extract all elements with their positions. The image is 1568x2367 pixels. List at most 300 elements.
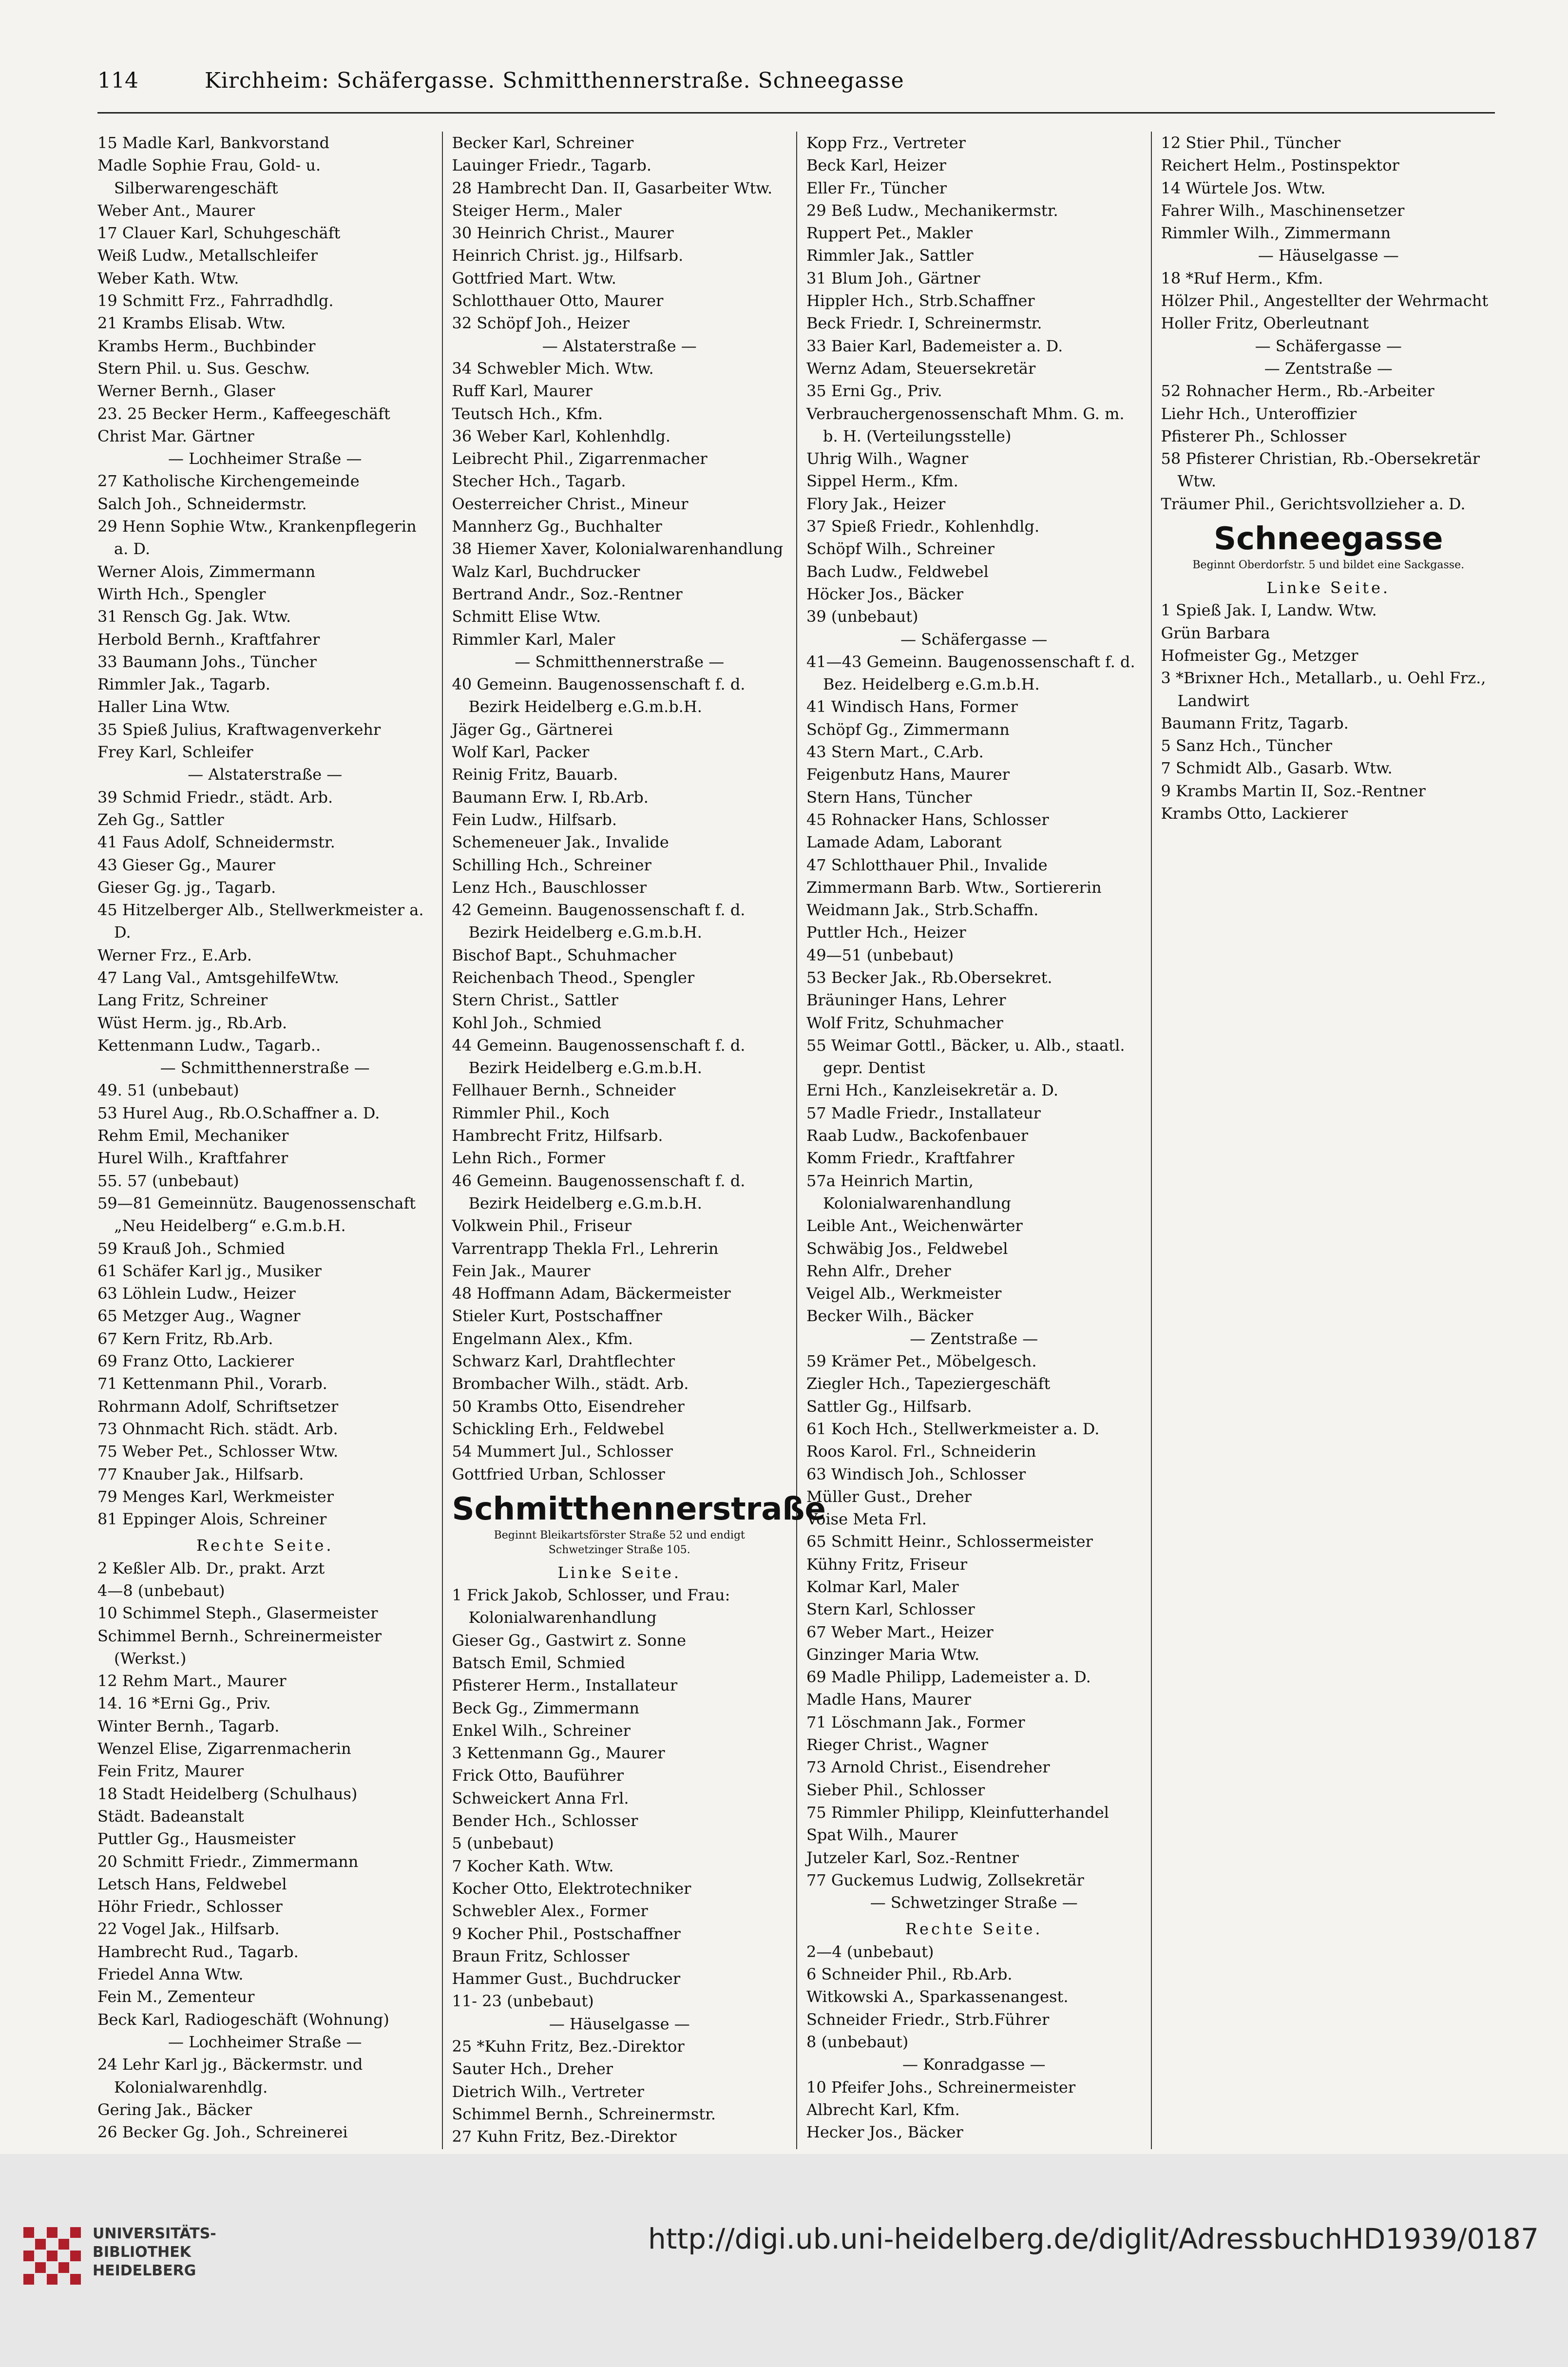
directory-entry: 5 Sanz Hch., Tüncher <box>1161 736 1332 755</box>
directory-entry: Höcker Jos., Bäcker <box>806 584 964 603</box>
directory-entry: Letsch Hans, Feldwebel <box>97 1874 287 1893</box>
directory-entry: 2—4 (unbebaut) <box>806 1942 934 1961</box>
directory-entry: Pfisterer Ph., Schlosser <box>1161 426 1346 445</box>
cross-street-marker: — Alstaterstraße — <box>542 336 697 355</box>
directory-entry: Friedel Anna Wtw. <box>97 1965 244 1984</box>
directory-entry: 42 Gemeinn. Baugenossenschaft f. d. Bezirk Heidelberg e.G.m.b.H. <box>452 901 746 942</box>
directory-entry: Leibrecht Phil., Zigarrenmacher <box>452 449 708 468</box>
directory-entry: Ruppert Pet., Makler <box>806 224 973 243</box>
directory-entry: Schneider Friedr., Strb.Führer <box>806 2010 1050 2029</box>
directory-entry: Wolf Karl, Packer <box>452 743 590 762</box>
directory-entry: 41—43 Gemeinn. Baugenossenschaft f. d. Bez. Heidelberg e.G.m.b.H. <box>806 652 1135 694</box>
directory-entry: Rohrmann Adolf, Schriftsetzer <box>97 1397 339 1416</box>
directory-entry: Teutsch Hch., Kfm. <box>452 404 603 423</box>
directory-entry: Eller Fr., Tüncher <box>806 178 947 197</box>
directory-entry: Gottfried Mart. Wtw. <box>452 269 616 288</box>
directory-entry: 21 Krambs Elisab. Wtw. <box>97 314 286 333</box>
directory-entry: Liehr Hch., Unteroffizier <box>1161 404 1357 423</box>
directory-entry: 46 Gemeinn. Baugenossenschaft f. d. Bezirk Heidelberg e.G.m.b.H. <box>452 1171 746 1212</box>
directory-entry: 14. 16 *Erni Gg., Priv. <box>97 1694 271 1713</box>
directory-entry: Sieber Phil., Schlosser <box>806 1780 985 1799</box>
institution-line-1: UNIVERSITÄTS- <box>93 2225 216 2242</box>
institution-line-2: BIBLIOTHEK <box>93 2244 191 2261</box>
directory-entry: Hölzer Phil., Angestellter der Wehrmacht <box>1161 291 1489 310</box>
directory-entry: Walz Karl, Buchdrucker <box>452 562 640 581</box>
header-rule <box>97 112 1495 114</box>
directory-entry: Fein Jak., Maurer <box>452 1261 591 1280</box>
directory-entry: Bender Hch., Schlosser <box>452 1811 638 1830</box>
directory-entry: Hammer Gust., Buchdrucker <box>452 1969 681 1988</box>
directory-entry: Baumann Erw. I, Rb.Arb. <box>452 788 649 807</box>
directory-entry: 35 Spieß Julius, Kraftwagenverkehr <box>97 720 381 739</box>
directory-entry: Schickling Erh., Feldwebel <box>452 1419 665 1438</box>
directory-entry: Bertrand Andr., Soz.-Rentner <box>452 584 683 603</box>
directory-entry: Gieser Gg., Gastwirt z. Sonne <box>452 1631 687 1650</box>
directory-entry: Städt. Badeanstalt <box>97 1807 244 1826</box>
directory-entry: Zeh Gg., Sattler <box>97 810 224 829</box>
logo-cell <box>58 2239 69 2250</box>
side-heading: Linke Seite. <box>557 1563 682 1582</box>
directory-entry: 12 Rehm Mart., Maurer <box>97 1672 287 1691</box>
directory-entry: Fellhauer Bernh., Schneider <box>452 1081 676 1100</box>
directory-entry: 77 Knauber Jak., Hilfsarb. <box>97 1464 304 1483</box>
directory-entry: 15 Madle Karl, Bankvorstand <box>97 134 330 152</box>
directory-entry: 34 Schwebler Mich. Wtw. <box>452 359 654 378</box>
directory-entry: Schöpf Wilh., Schreiner <box>806 539 994 558</box>
directory-entry: Schilling Hch., Schreiner <box>452 855 651 874</box>
directory-entry: Wüst Herm. jg., Rb.Arb. <box>97 1013 287 1032</box>
directory-entry: Schwäbig Jos., Feldwebel <box>806 1239 1008 1258</box>
cross-street-marker: — Schwetzinger Straße — <box>870 1893 1078 1912</box>
directory-entry: 14 Würtele Jos. Wtw. <box>1161 178 1326 197</box>
page-header <box>97 58 1495 102</box>
directory-entry: 53 Hurel Aug., Rb.O.Schaffner a. D. <box>97 1103 380 1122</box>
directory-entry: Ruff Karl, Maurer <box>452 382 593 401</box>
directory-entry: Rimmler Karl, Maler <box>452 630 615 649</box>
directory-entry: Kopp Frz., Vertreter <box>806 134 966 152</box>
directory-entry: 79 Menges Karl, Werkmeister <box>97 1487 334 1506</box>
directory-entry: 31 Blum Joh., Gärtner <box>806 269 980 288</box>
directory-entry: 75 Rimmler Philipp, Kleinfutterhandel <box>806 1803 1109 1822</box>
directory-entry: Lehn Rich., Former <box>452 1149 606 1168</box>
cross-street-marker: — Zentstraße — <box>910 1329 1038 1348</box>
directory-entry: 37 Spieß Friedr., Kohlenhdlg. <box>806 517 1040 536</box>
directory-entry: Madle Sophie Frau, Gold- u. Silberwarengeschäft <box>97 156 321 197</box>
directory-entry: Reichert Helm., Postinspektor <box>1161 156 1399 175</box>
directory-entry: 22 Vogel Jak., Hilfsarb. <box>97 1920 280 1939</box>
street-title: Schneegasse <box>1213 521 1443 558</box>
directory-entry: Hambrecht Fritz, Hilfsarb. <box>452 1126 663 1145</box>
institution-line-3: HEIDELBERG <box>93 2262 196 2279</box>
logo-cell <box>35 2239 46 2250</box>
directory-entry: 81 Eppinger Alois, Schreiner <box>97 1510 327 1529</box>
directory-entry: Feigenbutz Hans, Maurer <box>806 765 1010 784</box>
logo-cell <box>70 2251 81 2261</box>
directory-entry: 50 Krambs Otto, Eisendreher <box>452 1397 685 1416</box>
side-heading: Linke Seite. <box>1266 578 1391 597</box>
directory-entry: 38 Hiemer Xaver, Kolonialwarenhandlung <box>452 539 784 558</box>
directory-entry: 73 Arnold Christ., Eisendreher <box>806 1758 1050 1777</box>
street-note: Beginnt Oberdorfstr. 5 und bildet eine Sackgasse. <box>1192 559 1465 572</box>
institution-name <box>93 2225 216 2280</box>
side-heading: Rechte Seite. <box>196 1536 334 1555</box>
directory-entry: Varrentrapp Thekla Frl., Lehrerin <box>452 1239 719 1258</box>
cross-street-marker: — Zentstraße — <box>1264 359 1393 378</box>
directory-entry: Oesterreicher Christ., Mineur <box>452 494 688 513</box>
directory-entry: Puttler Hch., Heizer <box>806 923 966 942</box>
logo-cell <box>23 2227 34 2238</box>
directory-entry: 36 Weber Karl, Kohlenhdlg. <box>452 426 671 445</box>
directory-entry: 43 Gieser Gg., Maurer <box>97 855 275 874</box>
directory-entry: 29 Beß Ludw., Mechanikermstr. <box>806 201 1058 220</box>
directory-entry: 20 Schmitt Friedr., Zimmermann <box>97 1852 359 1871</box>
cross-street-marker: — Schäfergasse — <box>1255 336 1402 355</box>
directory-entry: 73 Ohnmacht Rich. städt. Arb. <box>97 1419 338 1438</box>
directory-entry: 23. 25 Becker Herm., Kaffeegeschäft <box>97 404 390 423</box>
directory-entry: Becker Karl, Schreiner <box>452 134 634 152</box>
directory-entry: Wenzel Elise, Zigarrenmacherin <box>97 1739 351 1758</box>
logo-cell <box>47 2274 57 2285</box>
directory-entry: Stern Karl, Schlosser <box>806 1600 975 1619</box>
directory-entry: Schlotthauer Otto, Maurer <box>452 291 664 310</box>
directory-entry: Heinrich Christ. jg., Hilfsarb. <box>452 246 684 265</box>
directory-entry: Schwebler Alex., Former <box>452 1902 648 1921</box>
directory-entry: Batsch Emil, Schmied <box>452 1654 626 1672</box>
directory-entry: Ziegler Hch., Tapeziergeschäft <box>806 1374 1051 1393</box>
directory-entry: Schwarz Karl, Drahtflechter <box>452 1352 675 1371</box>
directory-entry: 24 Lehr Karl jg., Bäckermstr. und Kolonialwarenhdlg. <box>97 2055 363 2097</box>
directory-entry: 45 Rohnacker Hans, Schlosser <box>806 810 1049 829</box>
directory-entry: Beck Gg., Zimmermann <box>452 1698 640 1717</box>
directory-entry: 40 Gemeinn. Baugenossenschaft f. d. Bezirk Heidelberg e.G.m.b.H. <box>452 675 746 716</box>
directory-entry: Rimmler Wilh., Zimmermann <box>1161 224 1391 243</box>
logo-cell <box>47 2227 57 2238</box>
directory-entry: 3 *Brixner Hch., Metallarb., u. Oehl Frz., Landwirt <box>1161 669 1486 710</box>
logo-cell <box>47 2251 57 2261</box>
directory-entry: 2 Keßler Alb. Dr., prakt. Arzt <box>97 1559 325 1578</box>
directory-entry: 59 Krämer Pet., Möbelgesch. <box>806 1352 1037 1371</box>
directory-entry: Komm Friedr., Kraftfahrer <box>806 1149 1014 1168</box>
directory-entry: 12 Stier Phil., Tüncher <box>1161 134 1341 152</box>
directory-entry: 41 Windisch Hans, Former <box>806 697 1018 716</box>
directory-entry: Reinig Fritz, Bauarb. <box>452 765 618 784</box>
directory-entry: Madle Hans, Maurer <box>806 1690 972 1709</box>
cross-street-marker: — Alstaterstraße — <box>188 765 343 784</box>
directory-entry: Stieler Kurt, Postschaffner <box>452 1307 662 1326</box>
directory-entry: 52 Rohnacher Herm., Rb.-Arbeiter <box>1161 382 1434 401</box>
logo-cell <box>23 2251 34 2261</box>
directory-entry: Stern Christ., Sattler <box>452 991 618 1010</box>
directory-entry: Beck Karl, Heizer <box>806 156 946 175</box>
directory-entry: 43 Stern Mart., C.Arb. <box>806 743 984 762</box>
directory-entry: Spat Wilh., Maurer <box>806 1826 958 1845</box>
directory-entry: 39 Schmid Friedr., städt. Arb. <box>97 788 333 807</box>
directory-entry: Fein Ludw., Hilfsarb. <box>452 810 617 829</box>
directory-entry: Schmitt Elise Wtw. <box>452 607 601 626</box>
directory-entry: Roos Karol. Frl., Schneiderin <box>806 1442 1036 1461</box>
directory-entry: Rieger Christ., Wagner <box>806 1735 989 1754</box>
directory-entry: 59—81 Gemeinnütz. Baugenossenschaft „Neu Heidelberg“ e.G.m.b.H. <box>97 1193 416 1235</box>
directory-entry: 48 Hoffmann Adam, Bäckermeister <box>452 1284 731 1303</box>
page-number: 114 <box>97 68 138 93</box>
directory-entry: 69 Madle Philipp, Lademeister a. D. <box>806 1668 1091 1687</box>
directory-entry: 4—8 (unbebaut) <box>97 1581 225 1600</box>
directory-entry: Werner Frz., E.Arb. <box>97 945 252 964</box>
directory-entry: 6 Schneider Phil., Rb.Arb. <box>806 1965 1013 1984</box>
directory-entry: 69 Franz Otto, Lackierer <box>97 1352 294 1371</box>
directory-entry: Schemeneuer Jak., Invalide <box>452 833 669 852</box>
directory-entry: Braun Fritz, Schlosser <box>452 1946 630 1965</box>
directory-entry: Krambs Herm., Buchbinder <box>97 336 316 355</box>
directory-entry: 61 Schäfer Karl jg., Musiker <box>97 1261 322 1280</box>
directory-entry: 71 Kettenmann Phil., Vorarb. <box>97 1374 327 1393</box>
directory-entry: Sattler Gg., Hilfsarb. <box>806 1397 972 1416</box>
directory-entry: 18 Stadt Heidelberg (Schulhaus) <box>97 1784 358 1803</box>
directory-entry: Weber Kath. Wtw. <box>97 269 239 288</box>
directory-entry: Dietrich Wilh., Vertreter <box>452 2082 644 2101</box>
directory-entry: Haller Lina Wtw. <box>97 697 230 716</box>
directory-entry: Witkowski A., Sparkassenangest. <box>806 1987 1069 2006</box>
directory-entry: Krambs Otto, Lackierer <box>1161 804 1348 823</box>
logo-cell <box>23 2274 34 2285</box>
directory-entry: 67 Kern Fritz, Rb.Arb. <box>97 1329 273 1348</box>
cross-street-marker: — Schäfergasse — <box>900 630 1048 649</box>
directory-entry: Weiß Ludw., Metallschleifer <box>97 246 318 265</box>
directory-entry: 63 Windisch Joh., Schlosser <box>806 1464 1026 1483</box>
directory-entry: 71 Löschmann Jak., Former <box>806 1713 1025 1732</box>
cross-street-marker: — Häuselgasse — <box>549 2014 690 2033</box>
directory-entry: Sauter Hch., Dreher <box>452 2059 613 2078</box>
directory-entry: Stecher Hch., Tagarb. <box>452 472 626 491</box>
university-logo-icon <box>23 2227 82 2288</box>
directory-entry: Bischof Bapt., Schuhmacher <box>452 945 676 964</box>
directory-entry: Flory Jak., Heizer <box>806 494 946 513</box>
cross-street-marker: — Lochheimer Straße — <box>168 449 362 468</box>
directory-entry: Rehm Emil, Mechaniker <box>97 1126 289 1145</box>
directory-entry: Wolf Fritz, Schuhmacher <box>806 1013 1003 1032</box>
footer-bar <box>0 2154 1568 2367</box>
directory-entry: Lamade Adam, Laborant <box>806 833 1002 852</box>
logo-grid-icon <box>23 2227 82 2286</box>
directory-entry: 33 Baumann Johs., Tüncher <box>97 652 317 671</box>
directory-entry: Volkwein Phil., Friseur <box>452 1216 632 1235</box>
directory-entry: Hambrecht Rud., Tagarb. <box>97 1942 299 1961</box>
directory-entry: Kolmar Karl, Maler <box>806 1578 959 1596</box>
directory-entry: Albrecht Karl, Kfm. <box>806 2100 960 2119</box>
directory-entry: 9 Kocher Phil., Postschaffner <box>452 1924 681 1943</box>
directory-entry: Ginzinger Maria Wtw. <box>806 1645 980 1664</box>
directory-entry: Herbold Bernh., Kraftfahrer <box>97 630 320 649</box>
logo-cell <box>58 2262 69 2273</box>
directory-entry: Grün Barbara <box>1161 623 1270 642</box>
directory-entry: 54 Mummert Jul., Schlosser <box>452 1442 673 1461</box>
directory-entry: 77 Guckemus Ludwig, Zollsekretär <box>806 1870 1084 1889</box>
street-note: Beginnt Bleikartsförster Straße 52 und endigt Schwetzinger Straße 105. <box>494 1529 745 1556</box>
directory-entry: Hurel Wilh., Kraftfahrer <box>97 1149 288 1168</box>
directory-entry: Kühny Fritz, Friseur <box>806 1555 968 1574</box>
directory-entry: 45 Hitzelberger Alb., Stellwerkmeister a. D. <box>97 901 424 942</box>
directory-entry: 55. 57 (unbebaut) <box>97 1171 239 1190</box>
directory-entry: Veigel Alb., Werkmeister <box>806 1284 1002 1303</box>
cross-street-marker: — Lochheimer Straße — <box>168 2032 362 2051</box>
directory-entry: 33 Baier Karl, Bademeister a. D. <box>806 336 1063 355</box>
directory-entry: 49—51 (unbebaut) <box>806 945 954 964</box>
directory-entry: 17 Clauer Karl, Schuhgeschäft <box>97 224 341 243</box>
directory-entry: Lang Fritz, Schreiner <box>97 991 268 1010</box>
directory-entry: Höhr Friedr., Schlosser <box>97 1897 283 1916</box>
directory-entry: 57a Heinrich Martin, Kolonialwarenhandlung <box>806 1171 1011 1212</box>
directory-entry: 65 Schmitt Heinr., Schlossermeister <box>806 1532 1093 1551</box>
directory-entry: Lenz Hch., Bauschlosser <box>452 878 647 897</box>
logo-cell <box>35 2262 46 2273</box>
directory-entry: Mannherz Gg., Buchhalter <box>452 517 662 536</box>
source-url[interactable]: http://digi.ub.uni-heidelberg.de/diglit/AdressbuchHD1939/0187 <box>648 2222 1539 2255</box>
directory-entry: Weidmann Jak., Strb.Schaffn. <box>806 901 1039 920</box>
directory-entry: Jäger Gg., Gärtnerei <box>452 720 613 739</box>
directory-entry: Wirth Hch., Spengler <box>97 584 266 603</box>
directory-entry: 35 Erni Gg., Priv. <box>806 382 942 401</box>
directory-entry: 41 Faus Adolf, Schneidermstr. <box>97 833 335 852</box>
directory-entry: Engelmann Alex., Kfm. <box>452 1329 633 1348</box>
directory-entry: Brombacher Wilh., städt. Arb. <box>452 1374 689 1393</box>
directory-entry: Christ Mar. Gärtner <box>97 426 254 445</box>
directory-entry: Reichenbach Theod., Spengler <box>452 968 695 987</box>
directory-entry: Gering Jak., Bäcker <box>97 2100 252 2119</box>
directory-entry: Kocher Otto, Elektrotechniker <box>452 1879 691 1898</box>
directory-entry: Fein Fritz, Maurer <box>97 1762 244 1781</box>
directory-entry: Voise Meta Frl. <box>806 1510 927 1529</box>
directory-entry: 11- 23 (unbebaut) <box>452 1992 594 2011</box>
directory-entry: 55 Weimar Gottl., Bäcker, u. Alb., staatl. gepr. Dentist <box>806 1036 1125 1078</box>
directory-entry: 8 (unbebaut) <box>806 2032 909 2051</box>
directory-entry: 57 Madle Friedr., Installateur <box>806 1103 1041 1122</box>
directory-entry: 3 Kettenmann Gg., Maurer <box>452 1744 665 1763</box>
directory-entry: Müller Gust., Dreher <box>806 1487 972 1506</box>
cross-street-marker: — Schmitthennerstraße — <box>515 652 725 671</box>
directory-entry: Hecker Jos., Bäcker <box>806 2123 963 2142</box>
directory-entry: Beck Karl, Radiogeschäft (Wohnung) <box>97 2010 389 2029</box>
directory-entry: 44 Gemeinn. Baugenossenschaft f. d. Bezirk Heidelberg e.G.m.b.H. <box>452 1036 746 1078</box>
directory-entry: 65 Metzger Aug., Wagner <box>97 1307 301 1326</box>
cross-street-marker: — Konradgasse — <box>902 2055 1046 2074</box>
directory-entry: 49. 51 (unbebaut) <box>97 1081 239 1100</box>
directory-entry: 39 (unbebaut) <box>806 607 918 626</box>
directory-entry: Kettenmann Ludw., Tagarb.. <box>97 1036 321 1055</box>
directory-entry: Rimmler Jak., Tagarb. <box>97 675 270 694</box>
directory-entry: 30 Heinrich Christ., Maurer <box>452 224 674 243</box>
directory-entry: Zimmermann Barb. Wtw., Sortiererin <box>806 878 1102 897</box>
directory-entry: Rimmler Jak., Sattler <box>806 246 974 265</box>
directory-entry: Werner Alois, Zimmermann <box>97 562 316 581</box>
directory-entry: 67 Weber Mart., Heizer <box>806 1622 994 1641</box>
directory-entry: Becker Wilh., Bäcker <box>806 1307 974 1326</box>
directory-entry: 58 Pfisterer Christian, Rb.-Obersekretär Wtw. <box>1161 449 1480 491</box>
directory-entry: Werner Bernh., Glaser <box>97 382 275 401</box>
directory-entry: 1 Spieß Jak. I, Landw. Wtw. <box>1161 601 1377 620</box>
directory-entry: Rehn Alfr., Dreher <box>806 1261 951 1280</box>
directory-entry: Wernz Adam, Steuersekretär <box>806 359 1036 378</box>
page-title: Kirchheim: Schäfergasse. Schmitthennerstraße. Schneegasse <box>205 68 904 93</box>
side-heading: Rechte Seite. <box>905 1920 1043 1939</box>
directory-entry: Holler Fritz, Oberleutnant <box>1161 314 1369 333</box>
directory-entry: 27 Katholische Kirchengemeinde <box>97 472 360 491</box>
directory-entry: Leible Ant., Weichenwärter <box>806 1216 1023 1235</box>
directory-entry: 9 Krambs Martin II, Soz.-Rentner <box>1161 781 1426 800</box>
directory-entry: 26 Becker Gg. Joh., Schreinerei <box>97 2123 348 2142</box>
directory-entry: 10 Pfeifer Johs., Schreinermeister <box>806 2078 1076 2097</box>
directory-entry: Hofmeister Gg., Metzger <box>1161 646 1358 665</box>
cross-street-marker: — Schmitthennerstraße — <box>160 1058 370 1078</box>
logo-cell <box>70 2274 81 2285</box>
directory-entry: 5 (unbebaut) <box>452 1834 554 1853</box>
directory-entry: Schimmel Bernh., Schreinermstr. <box>452 2104 716 2123</box>
directory-entry: Fein M., Zementeur <box>97 1987 255 2006</box>
street-title: Schmitthennerstraße <box>452 1491 826 1527</box>
directory-entry: 28 Hambrecht Dan. II, Gasarbeiter Wtw. <box>452 178 773 197</box>
directory-entry: Pfisterer Herm., Installateur <box>452 1676 678 1695</box>
directory-entry: Stern Hans, Tüncher <box>806 788 972 807</box>
directory-entry: 75 Weber Pet., Schlosser Wtw. <box>97 1442 339 1461</box>
directory-entry: Puttler Gg., Hausmeister <box>97 1829 296 1848</box>
directory-entry: 47 Schlotthauer Phil., Invalide <box>806 855 1048 874</box>
directory-entry: 25 *Kuhn Fritz, Bez.-Direktor <box>452 2037 685 2056</box>
directory-entry: Beck Friedr. I, Schreinermstr. <box>806 314 1042 333</box>
directory-entry: 18 *Ruf Herm., Kfm. <box>1161 269 1323 288</box>
directory-entry: Weber Ant., Maurer <box>97 201 255 220</box>
directory-entry: Frey Karl, Schleifer <box>97 743 253 762</box>
directory-entry: Stern Phil. u. Sus. Geschw. <box>97 359 310 378</box>
directory-entry: Sippel Herm., Kfm. <box>806 472 958 491</box>
directory-entry: 7 Schmidt Alb., Gasarb. Wtw. <box>1161 759 1393 778</box>
directory-entry: Bräuninger Hans, Lehrer <box>806 991 1006 1010</box>
directory-entry: 31 Rensch Gg. Jak. Wtw. <box>97 607 291 626</box>
directory-entry: Steiger Herm., Maler <box>452 201 622 220</box>
directory-entry: Hippler Hch., Strb.Schaffner <box>806 291 1035 310</box>
directory-entry: Salch Joh., Schneidermstr. <box>97 494 307 513</box>
directory-entry: Kohl Joh., Schmied <box>452 1013 602 1032</box>
directory-entry: Rimmler Phil., Koch <box>452 1103 610 1122</box>
directory-entry: Fahrer Wilh., Maschinensetzer <box>1161 201 1405 220</box>
directory-entry: Gottfried Urban, Schlosser <box>452 1464 665 1483</box>
directory-entry: 7 Kocher Kath. Wtw. <box>452 1856 614 1875</box>
directory-entry: Träumer Phil., Gerichtsvollzieher a. D. <box>1161 494 1466 513</box>
directory-entry: 59 Krauß Joh., Schmied <box>97 1239 285 1258</box>
directory-entry: Schöpf Gg., Zimmermann <box>806 720 1010 739</box>
directory-entry: Jutzeler Karl, Soz.-Rentner <box>806 1848 1019 1867</box>
directory-entry: Erni Hch., Kanzleisekretär a. D. <box>806 1081 1058 1100</box>
directory-entry: Winter Bernh., Tagarb. <box>97 1716 280 1735</box>
directory-entry: Raab Ludw., Backofenbauer <box>806 1126 1029 1145</box>
directory-entry: 47 Lang Val., AmtsgehilfeWtw. <box>97 968 340 987</box>
directory-entry: 19 Schmitt Frz., Fahrradhdlg. <box>97 291 334 310</box>
directory-entry: Gieser Gg. jg., Tagarb. <box>97 878 276 897</box>
directory-entry: Lauinger Friedr., Tagarb. <box>452 156 652 175</box>
directory-entry: Uhrig Wilh., Wagner <box>806 449 969 468</box>
directory-entry: Schweickert Anna Frl. <box>452 1789 629 1808</box>
directory-entry: 27 Kuhn Fritz, Bez.-Direktor <box>452 2127 677 2146</box>
directory-entry: 61 Koch Hch., Stellwerkmeister a. D. <box>806 1419 1100 1438</box>
directory-entry: 53 Becker Jak., Rb.Obersekret. <box>806 968 1052 987</box>
directory-entry: Baumann Fritz, Tagarb. <box>1161 713 1349 732</box>
directory-entry: Bach Ludw., Feldwebel <box>806 562 989 581</box>
directory-entry: Verbrauchergenossenschaft Mhm. G. m. b. H. (Verteilungsstelle) <box>806 404 1125 445</box>
directory-entry: Schimmel Bernh., Schreinermeister (Werkst.) <box>97 1626 382 1668</box>
directory-entry: 29 Henn Sophie Wtw., Krankenpflegerin a. D. <box>97 517 417 558</box>
logo-cell <box>70 2227 81 2238</box>
cross-street-marker: — Häuselgasse — <box>1258 246 1399 265</box>
directory-entry: 63 Löhlein Ludw., Heizer <box>97 1284 296 1303</box>
directory-entry: 32 Schöpf Joh., Heizer <box>452 314 630 333</box>
